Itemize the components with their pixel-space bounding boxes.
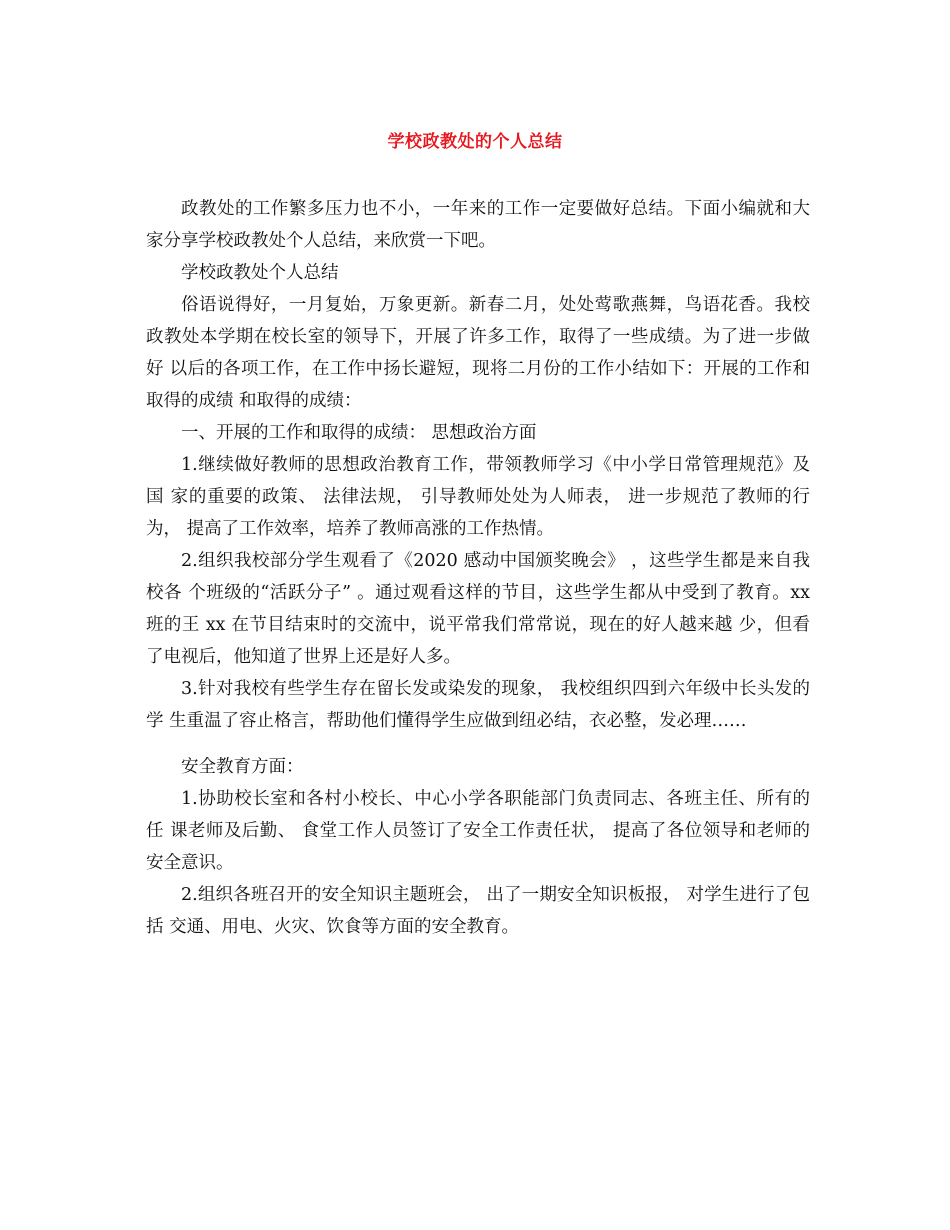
- subsection-heading-politics: 一、开展的工作和取得的成绩： 思想政治方面: [181, 423, 537, 443]
- opening-paragraph: 俗语说得好，一月复始，万象更新。新春二月，处处莺歌燕舞，鸟语花香。我校 政教处本学期在校长室的领导下，开展了许多工作，取得了一些成绩。为了进一步做好 以后的各项工作，在工作中扬长避短，现将二月份的工作小结如下：开展的工作和取得的成绩 和取得的成绩：: [146, 295, 810, 411]
- list-item: 2.组织我校部分学生观看了《2020 感动中国颁奖晚会》 ，这些学生都是来自我校各 个班级的“活跃分子” 。通过观看这样的节目，这些学生都从中受到了教育。xx 班的王 xx 在节目结束时的交流中，说平常我们常常说，现在的好人越来越 少，但看了电视后，他知道了世界上还是好人多。: [146, 551, 810, 667]
- document-body: [146, 193, 810, 943]
- section-heading: 学校政教处个人总结: [181, 263, 339, 283]
- subsection-heading-safety: 安全教育方面：: [181, 757, 304, 777]
- list-item: 1.协助校长室和各村小校长、中心小学各职能部门负责同志、各班主任、所有的任 课老师及后勤、 食堂工作人员签订了安全工作责任状， 提高了各位领导和老师的 安全意识。: [146, 789, 810, 873]
- list-item: 1.继续做好教师的思想政治教育工作，带领教师学习《中小学日常管理规范》及国 家的重要的政策、 法律法规， 引导教师处处为人师表， 进一步规范了教师的行为， 提高了工作效率，培养了教师高涨的工作热情。: [146, 455, 810, 539]
- document-title: 学校政教处的个人总结: [387, 132, 563, 152]
- list-item: 3.针对我校有些学生存在留长发或染发的现象， 我校组织四到六年级中长头发的学 生重温了容止格言，帮助他们懂得学生应做到纽必结，衣必整，发必理……: [146, 679, 810, 731]
- list-item: 2.组织各班召开的安全知识主题班会， 出了一期安全知识板报， 对学生进行了包括 交通、用电、火灾、饮食等方面的安全教育。: [146, 885, 810, 937]
- intro-paragraph: 政教处的工作繁多压力也不小，一年来的工作一定要做好总结。下面小编就和大家分享学校政教处个人总结，来欣赏一下吧。: [146, 199, 810, 251]
